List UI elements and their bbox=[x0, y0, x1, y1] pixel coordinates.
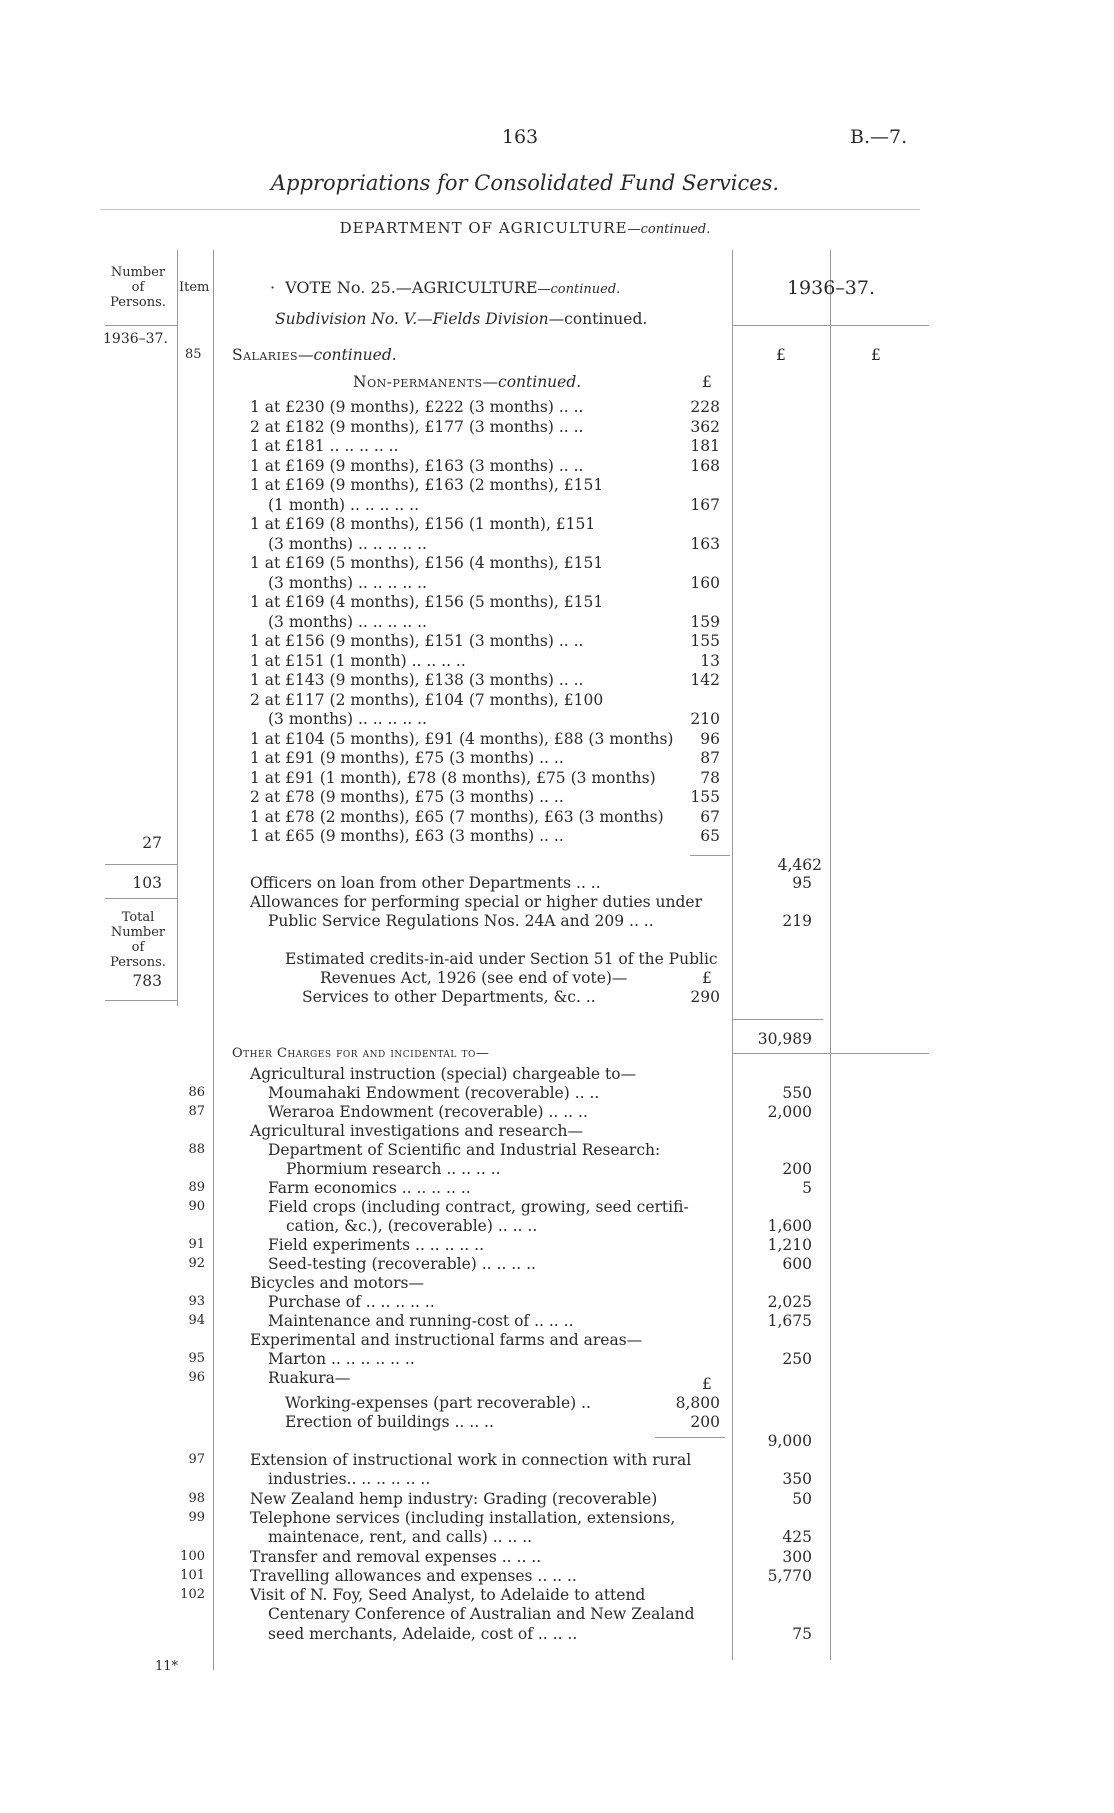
charge-line-text: Department of Scientific and Industrial Research: bbox=[268, 1141, 661, 1159]
salary-line-amount: 78 bbox=[700, 768, 720, 787]
grand-salaries-rule bbox=[733, 1019, 823, 1020]
salary-line-text: 1 at £151 (1 month) .. .. .. .. bbox=[250, 651, 466, 670]
salary-line-amount: 65 bbox=[700, 827, 720, 845]
charge-line-amount: 1,210 bbox=[767, 1236, 812, 1254]
page-title: Appropriations for Consolidated Fund Services. bbox=[270, 171, 780, 195]
charge-line-amount: 75 bbox=[792, 1624, 812, 1643]
salary-line-text: 1 at £91 (9 months), £75 (3 months) .. .. bbox=[250, 749, 564, 767]
salary-line-text: 1 at £169 (9 months), £163 (3 months) .. .. bbox=[250, 456, 584, 475]
salary-line-text: (3 months) .. .. .. .. .. bbox=[268, 710, 427, 728]
charge-line-amount: 250 bbox=[782, 1350, 812, 1368]
ruakura-pound: £ bbox=[702, 1375, 712, 1393]
charge-line-amount: 350 bbox=[782, 1470, 812, 1489]
salary-line-amount: 155 bbox=[690, 632, 720, 650]
ruakura-working-text: Working-expenses (part recoverable) .. bbox=[285, 1394, 591, 1412]
charge-line-text: Seed-testing (recoverable) .. .. .. .. bbox=[268, 1255, 536, 1273]
charge-item-number: 91 bbox=[188, 1237, 205, 1252]
other-charges-heading: Other Charges for and incidental to— bbox=[232, 1046, 490, 1061]
charge-line-text: Phormium research .. .. .. .. bbox=[286, 1160, 501, 1178]
charge-line-text: maintenace, rent, and calls) .. .. .. bbox=[268, 1528, 533, 1547]
subdivision-text: Subdivision No. V.—Fields Division bbox=[275, 310, 549, 328]
salary-line-text: (3 months) .. .. .. .. .. bbox=[268, 612, 427, 631]
salary-line-amount: 87 bbox=[700, 749, 720, 767]
item-column-header: Item bbox=[179, 280, 210, 295]
persons-year: 1936–37. bbox=[103, 331, 168, 347]
salary-line-text: 1 at £230 (9 months), £222 (3 months) .. .. bbox=[250, 398, 584, 416]
charge-item-number: 100 bbox=[180, 1548, 205, 1564]
charge-line-amount: 550 bbox=[782, 1084, 812, 1102]
salary-line-amount: 67 bbox=[700, 807, 720, 826]
charge-line-amount: 425 bbox=[782, 1528, 812, 1547]
charge-line-text: Ruakura— bbox=[268, 1369, 351, 1387]
charge-line-text: Travelling allowances and expenses .. .. .. bbox=[250, 1566, 577, 1585]
total-persons-label: Total Number of Persons. bbox=[110, 910, 166, 970]
charge-line-text: industries.. .. .. .. .. .. bbox=[268, 1470, 431, 1489]
charge-line-amount: 200 bbox=[782, 1160, 812, 1178]
charge-item-number: 97 bbox=[188, 1452, 205, 1467]
nonpermanents-suffix: —continued. bbox=[482, 373, 582, 391]
salary-line-amount: 159 bbox=[690, 612, 720, 631]
persons-rule-1 bbox=[105, 864, 178, 865]
salary-line-text: 2 at £78 (9 months), £75 (3 months) .. .. bbox=[250, 788, 564, 806]
allowances-amount: 219 bbox=[782, 912, 812, 930]
salary-line-text: 1 at £143 (9 months), £138 (3 months) .. .. bbox=[250, 671, 584, 689]
salary-line-text: 1 at £78 (2 months), £65 (7 months), £63 (3 months) bbox=[250, 807, 664, 826]
ruakura-working-amount: 8,800 bbox=[675, 1394, 720, 1412]
salary-line-text: (1 month) .. .. .. .. .. bbox=[268, 495, 420, 514]
charge-item-number: 87 bbox=[188, 1104, 205, 1119]
department-suffix: —continued. bbox=[627, 222, 711, 237]
charge-line-text: Agricultural investigations and research— bbox=[250, 1122, 584, 1140]
item-column-rule bbox=[213, 250, 214, 1670]
subdivision-suffix: —continued. bbox=[548, 310, 648, 328]
salary-line-text: (3 months) .. .. .. .. .. bbox=[268, 534, 427, 553]
ruakura-erection-text: Erection of buildings .. .. .. bbox=[285, 1413, 494, 1431]
charge-line-text: Moumahaki Endowment (recoverable) .. .. bbox=[268, 1084, 600, 1102]
persons-103: 103 bbox=[132, 874, 162, 892]
charge-line-text: Centenary Conference of Australian and New Zealand bbox=[268, 1605, 695, 1624]
salary-line-text: 2 at £182 (9 months), £177 (3 months) .. .. bbox=[250, 417, 584, 436]
charge-line-text: Telephone services (including installation, extensions, bbox=[250, 1508, 676, 1527]
charge-item-number: 101 bbox=[180, 1567, 205, 1583]
salary-line-text: (3 months) .. .. .. .. .. bbox=[268, 573, 427, 592]
charge-item-number: 94 bbox=[188, 1313, 205, 1328]
charge-line-amount: 1,600 bbox=[767, 1217, 812, 1235]
charge-line-amount: 2,025 bbox=[767, 1293, 812, 1311]
officers-on-loan: Officers on loan from other Departments .. .. bbox=[250, 874, 601, 892]
charge-line-text: Transfer and removal expenses .. .. .. bbox=[250, 1547, 542, 1566]
grand-salaries-total: 30,989 bbox=[757, 1030, 812, 1048]
charge-item-number: 89 bbox=[188, 1180, 205, 1195]
salary-line-text: 1 at £104 (5 months), £91 (4 months), £88 (3 months) bbox=[250, 729, 674, 748]
salaries-total: 4,462 bbox=[777, 856, 822, 874]
salaries-text: Salaries bbox=[232, 346, 299, 364]
charge-line-amount: 1,675 bbox=[767, 1312, 812, 1330]
salary-line-amount: 167 bbox=[690, 495, 720, 514]
salary-subtotal-rule bbox=[690, 855, 730, 856]
salary-line-amount: 210 bbox=[690, 710, 720, 728]
vote-title-text: VOTE No. 25.—AGRICULTURE bbox=[285, 278, 538, 297]
credits-line-1: Estimated credits-in-aid under Section 51 of the Public bbox=[285, 950, 718, 968]
series-code: B.—7. bbox=[850, 126, 908, 148]
charge-item-number: 98 bbox=[188, 1490, 205, 1506]
persons-column-header: Number of Persons. bbox=[110, 265, 166, 310]
salaries-item-number: 85 bbox=[185, 347, 202, 362]
charge-line-amount: 300 bbox=[782, 1547, 812, 1566]
charge-item-number: 95 bbox=[188, 1351, 205, 1366]
vote-title-suffix: —continued. bbox=[537, 282, 621, 297]
vote-title: · VOTE No. 25.—AGRICULTURE—continued. bbox=[270, 278, 621, 297]
charge-line-text: seed merchants, Adelaide, cost of .. .. .. bbox=[268, 1624, 578, 1643]
department-name: DEPARTMENT OF AGRICULTURE bbox=[339, 219, 628, 237]
charge-line-amount: 5 bbox=[802, 1179, 812, 1197]
salary-line-amount: 142 bbox=[690, 671, 720, 689]
charge-line-text: Visit of N. Foy, Seed Analyst, to Adelaide to attend bbox=[250, 1586, 646, 1605]
charge-line-amount: 5,770 bbox=[767, 1566, 812, 1585]
persons-rule-2 bbox=[105, 898, 178, 899]
pound-column-1: £ bbox=[776, 346, 786, 364]
persons-rule-3 bbox=[105, 1000, 178, 1001]
nonpermanents-pound: £ bbox=[702, 373, 712, 391]
amount-column-rule-1 bbox=[732, 250, 733, 1660]
charge-line-text: Field crops (including contract, growing, seed certifi- bbox=[268, 1198, 689, 1216]
salary-line-text: 1 at £156 (9 months), £151 (3 months) .. .. bbox=[250, 632, 584, 650]
salary-line-text: 1 at £169 (8 months), £156 (1 month), £151 bbox=[250, 515, 596, 533]
credits-pound: £ bbox=[702, 969, 712, 987]
ruakura-total-rule bbox=[655, 1437, 725, 1438]
charge-line-amount: 50 bbox=[792, 1489, 812, 1508]
salary-line-text: 1 at £181 .. .. .. .. .. bbox=[250, 437, 399, 455]
officers-on-loan-amount: 95 bbox=[792, 874, 812, 892]
credits-line-3: Services to other Departments, &c. .. bbox=[302, 988, 596, 1006]
salary-line-amount: 13 bbox=[700, 651, 720, 670]
charge-line-text: Maintenance and running-cost of .. .. .. bbox=[268, 1312, 574, 1330]
salary-line-amount: 168 bbox=[690, 456, 720, 475]
title-rule bbox=[100, 209, 920, 210]
charge-line-text: Experimental and instructional farms and areas— bbox=[250, 1331, 643, 1349]
charge-item-number: 90 bbox=[188, 1199, 205, 1214]
charge-line-text: Field experiments .. .. .. .. .. bbox=[268, 1236, 485, 1254]
charge-line-text: New Zealand hemp industry: Grading (recoverable) bbox=[250, 1489, 658, 1508]
nonpermanents-heading bbox=[353, 373, 581, 391]
salary-line-amount: 362 bbox=[690, 417, 720, 436]
charge-item-number: 92 bbox=[188, 1256, 205, 1271]
salary-line-text: 1 at £169 (4 months), £156 (5 months), £151 bbox=[250, 593, 604, 611]
salary-line-text: 1 at £169 (9 months), £163 (2 months), £151 bbox=[250, 476, 604, 494]
charge-line-amount: 2,000 bbox=[767, 1103, 812, 1121]
salary-line-text: 2 at £117 (2 months), £104 (7 months), £100 bbox=[250, 690, 604, 709]
charge-line-text: Marton .. .. .. .. .. .. bbox=[268, 1350, 415, 1368]
ruakura-erection-amount: 200 bbox=[690, 1413, 720, 1431]
nonpermanents-text: Non-permanents bbox=[353, 373, 483, 391]
charge-line-text: cation, &c.), (recoverable) .. .. .. bbox=[286, 1217, 538, 1235]
department-heading bbox=[200, 219, 850, 239]
charge-item-number: 102 bbox=[180, 1587, 205, 1603]
salary-line-amount: 163 bbox=[690, 534, 720, 553]
salary-line-amount: 96 bbox=[700, 729, 720, 748]
charge-line-text: Agricultural instruction (special) chargeable to— bbox=[250, 1065, 637, 1083]
charge-line-text: Weraroa Endowment (recoverable) .. .. .. bbox=[268, 1103, 588, 1121]
salary-line-amount: 228 bbox=[690, 398, 720, 416]
credits-amount: 290 bbox=[690, 988, 720, 1006]
charge-item-number: 88 bbox=[188, 1142, 205, 1157]
salary-line-text: 1 at £65 (9 months), £63 (3 months) .. .. bbox=[250, 827, 564, 845]
charge-line-text: Extension of instructional work in connection with rural bbox=[250, 1451, 692, 1469]
charge-line-text: Farm economics .. .. .. .. .. bbox=[268, 1179, 471, 1197]
salaries-heading bbox=[232, 346, 397, 364]
charge-item-number: 99 bbox=[188, 1509, 205, 1525]
allowances-line-1: Allowances for performing special or higher duties under bbox=[250, 893, 702, 911]
salary-line-text: 1 at £91 (1 month), £78 (8 months), £75 (3 months) bbox=[250, 768, 656, 787]
salary-line-amount: 155 bbox=[690, 788, 720, 806]
year-column-header: 1936–37. bbox=[786, 277, 876, 299]
footer-mark: 11* bbox=[155, 1659, 179, 1674]
persons-column-rule bbox=[177, 250, 178, 1006]
subdivision-heading bbox=[275, 310, 647, 328]
charge-item-number: 86 bbox=[188, 1085, 205, 1100]
salary-line-text: 1 at £169 (5 months), £156 (4 months), £151 bbox=[250, 554, 604, 572]
salary-line-amount: 160 bbox=[690, 573, 720, 592]
charge-line-text: Purchase of .. .. .. .. .. bbox=[268, 1293, 435, 1311]
charge-line-text: Bicycles and motors— bbox=[250, 1274, 425, 1292]
allowances-line-2: Public Service Regulations Nos. 24A and 209 .. .. bbox=[268, 912, 654, 930]
ruakura-total: 9,000 bbox=[767, 1432, 812, 1450]
persons-header-rule bbox=[105, 325, 178, 326]
charge-item-number: 96 bbox=[188, 1370, 205, 1385]
salary-line-amount: 181 bbox=[690, 437, 720, 455]
charge-item-number: 93 bbox=[188, 1294, 205, 1309]
credits-line-2: Revenues Act, 1926 (see end of vote)— bbox=[320, 969, 628, 987]
persons-27: 27 bbox=[142, 834, 162, 852]
pound-column-2: £ bbox=[871, 346, 881, 364]
charge-line-amount: 600 bbox=[782, 1255, 812, 1273]
grand-salaries-under-rule bbox=[733, 1053, 929, 1054]
year-header-rule bbox=[733, 325, 929, 326]
amount-column-rule-2 bbox=[830, 250, 831, 1660]
total-persons: 783 bbox=[132, 972, 162, 990]
salaries-suffix: —continued. bbox=[298, 346, 397, 364]
